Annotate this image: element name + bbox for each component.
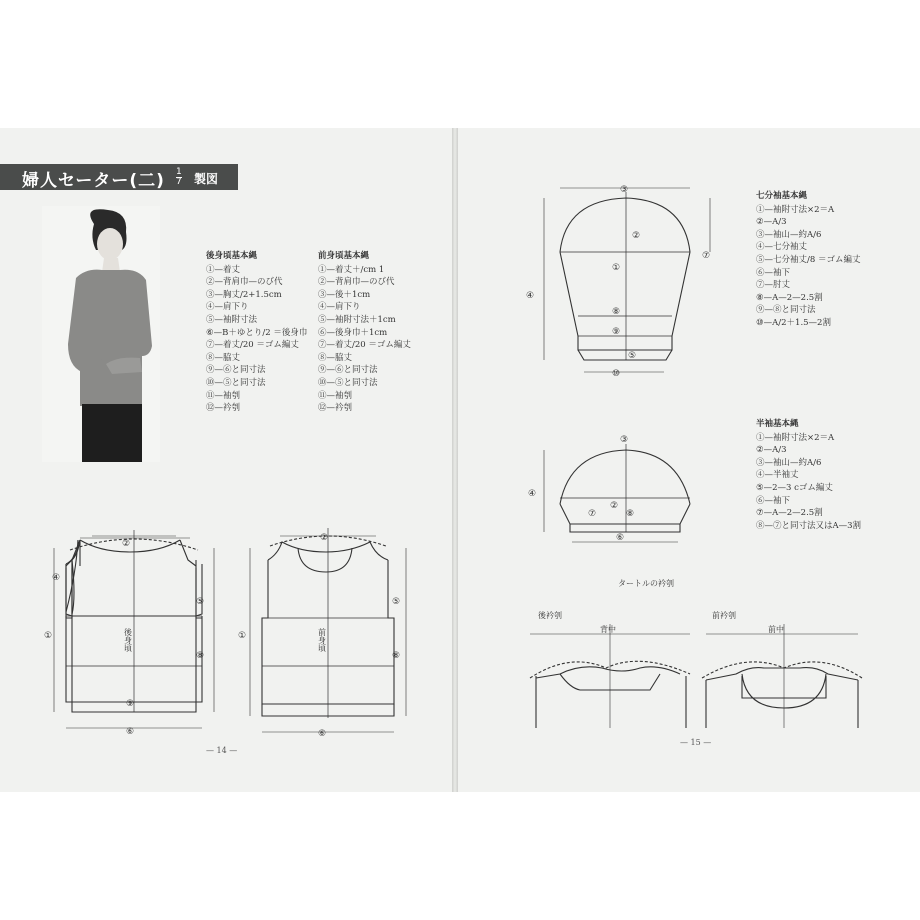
svg-text:④: ④ <box>528 489 537 499</box>
list-item: ⑤—2—3 cゴム編丈 <box>756 482 833 493</box>
book-spread <box>0 128 920 792</box>
svg-text:④: ④ <box>526 291 535 301</box>
svg-text:⑤: ⑤ <box>392 597 401 607</box>
svg-text:①: ① <box>44 631 53 641</box>
turtle-front-center: 前中 <box>768 625 784 634</box>
svg-text:⑨: ⑨ <box>612 327 621 337</box>
seven-sleeve-diagram <box>544 188 710 372</box>
turtle-back-label: 後衿刳 <box>538 611 562 620</box>
svg-text:⑧: ⑧ <box>196 651 205 661</box>
list-item: ④—七分袖丈 <box>756 242 808 253</box>
turtle-front-label: 前衿刳 <box>712 611 736 620</box>
list-item: ⑩—A/2＋1.5—2割 <box>756 317 831 328</box>
turtle-heading: タートルの衿刳 <box>618 579 674 588</box>
list-item: ⑦—A—2—2.5割 <box>756 508 823 519</box>
list-item: ⑫—衿刳 <box>318 403 353 414</box>
list-item: ③—後＋1cm <box>318 289 371 300</box>
list-item: ⑩—⑤と同寸法 <box>318 377 378 388</box>
list-item: ⑨—⑥と同寸法 <box>206 365 266 376</box>
svg-text:⑤: ⑤ <box>196 597 205 607</box>
diagram-labels <box>123 578 785 653</box>
list-item: ①—着丈＋/cm 1 <box>318 264 385 275</box>
back-body-heading: 後身頃基本縄 <box>206 251 258 261</box>
title-suffix: 製図 <box>194 172 219 186</box>
back-body-label: 後身頃 <box>123 628 133 652</box>
svg-text:④: ④ <box>52 573 61 583</box>
title-fraction-den: 7 <box>176 177 182 187</box>
list-item: ⑦—着丈/20 ＝ゴム編丈 <box>206 340 299 351</box>
list-item: ⑥—袖下 <box>756 495 791 506</box>
title-fraction-num: 1 <box>176 167 182 177</box>
page-title: 婦人セーター(二) <box>22 171 165 191</box>
svg-text:⑨: ⑨ <box>126 699 135 709</box>
list-item: ②—A/3 <box>756 217 787 228</box>
svg-text:①: ① <box>612 263 621 273</box>
list-item: ①—袖附寸法×2＝A <box>756 204 835 215</box>
svg-text:⑧: ⑧ <box>612 307 621 317</box>
list-item: ⑤—七分袖丈/8 ＝ゴム編丈 <box>756 254 861 265</box>
list-item: ⑧—脇丈 <box>206 352 241 363</box>
front-body-diagram <box>250 528 406 732</box>
front-body-label: 前身頃 <box>317 628 327 652</box>
list-item: ③—胸丈/2+1.5cm <box>206 289 282 300</box>
svg-text:②: ② <box>632 231 641 241</box>
svg-text:⑤: ⑤ <box>628 351 637 361</box>
list-item: ②—A/3 <box>756 445 787 456</box>
half-sleeve-heading: 半袖基本縄 <box>756 419 799 429</box>
svg-text:②: ② <box>610 501 619 511</box>
list-item: ⑤—袖附寸法 <box>206 314 258 325</box>
turtle-back-center: 背中 <box>600 625 616 634</box>
list-item: ③—袖山—約A/6 <box>756 229 822 240</box>
list-item: ⑦—肘丈 <box>756 280 791 291</box>
svg-text:⑧: ⑧ <box>626 509 635 519</box>
list-item: ④—肩下り <box>206 302 249 313</box>
list-item: ⑪—袖刳 <box>318 390 353 401</box>
list-item: ①—袖附寸法×2＝A <box>756 432 835 443</box>
svg-text:③: ③ <box>620 185 629 195</box>
svg-text:②: ② <box>320 533 329 543</box>
front-body-heading: 前身頃基本縄 <box>318 251 370 261</box>
list-item: ⑩—⑤と同寸法 <box>206 377 266 388</box>
list-item: ⑧—脇丈 <box>318 352 353 363</box>
list-item: ⑥—B＋ゆとり/2 ＝後身巾 <box>206 327 308 338</box>
svg-text:③: ③ <box>620 435 629 445</box>
svg-text:⑦: ⑦ <box>588 509 597 519</box>
page-number-left: — 14 — <box>206 746 238 755</box>
list-item: ⑦—着丈/20 ＝ゴム編丈 <box>318 340 411 351</box>
turtle-back-diagram <box>530 624 690 728</box>
svg-text:⑥: ⑥ <box>126 727 135 737</box>
svg-text:⑥: ⑥ <box>318 729 327 739</box>
list-item: ⑫—衿刳 <box>206 403 241 414</box>
list-item: ⑨—⑥と同寸法 <box>318 365 378 376</box>
list-item: ③—袖山—約A/6 <box>756 457 822 468</box>
list-item: ⑤—袖附寸法＋1cm <box>318 314 396 325</box>
seven-sleeve-heading: 七分袖基本縄 <box>756 191 808 201</box>
half-sleeve-diagram <box>544 444 690 542</box>
list-item: ④—半袖丈 <box>756 470 799 481</box>
list-item: ⑪—袖刳 <box>206 390 241 401</box>
list-item: ⑥—後身巾＋1cm <box>318 327 388 338</box>
page-number-right: — 15 — <box>680 738 712 747</box>
list-item: ②—背肩巾—のび代 <box>318 277 395 288</box>
turtle-front-diagram <box>702 624 862 728</box>
list-item: ⑧—A—2—2.5割 <box>756 292 823 303</box>
list-item: ⑧—⑦と同寸法又はA—3割 <box>756 520 862 531</box>
list-item: ⑥—袖下 <box>756 267 791 278</box>
list-item: ④—肩下り <box>318 302 361 313</box>
svg-text:⑩: ⑩ <box>612 369 621 379</box>
svg-text:⑦: ⑦ <box>702 251 711 261</box>
svg-text:②: ② <box>122 539 131 549</box>
list-item: ②—背肩巾—のび代 <box>206 277 283 288</box>
pattern-diagrams <box>0 128 920 792</box>
svg-text:⑥: ⑥ <box>616 533 625 543</box>
list-item: ①—着丈 <box>206 264 241 275</box>
svg-text:①: ① <box>238 631 247 641</box>
list-item: ⑨—⑧と同寸法 <box>756 305 816 316</box>
svg-text:⑧: ⑧ <box>392 651 401 661</box>
